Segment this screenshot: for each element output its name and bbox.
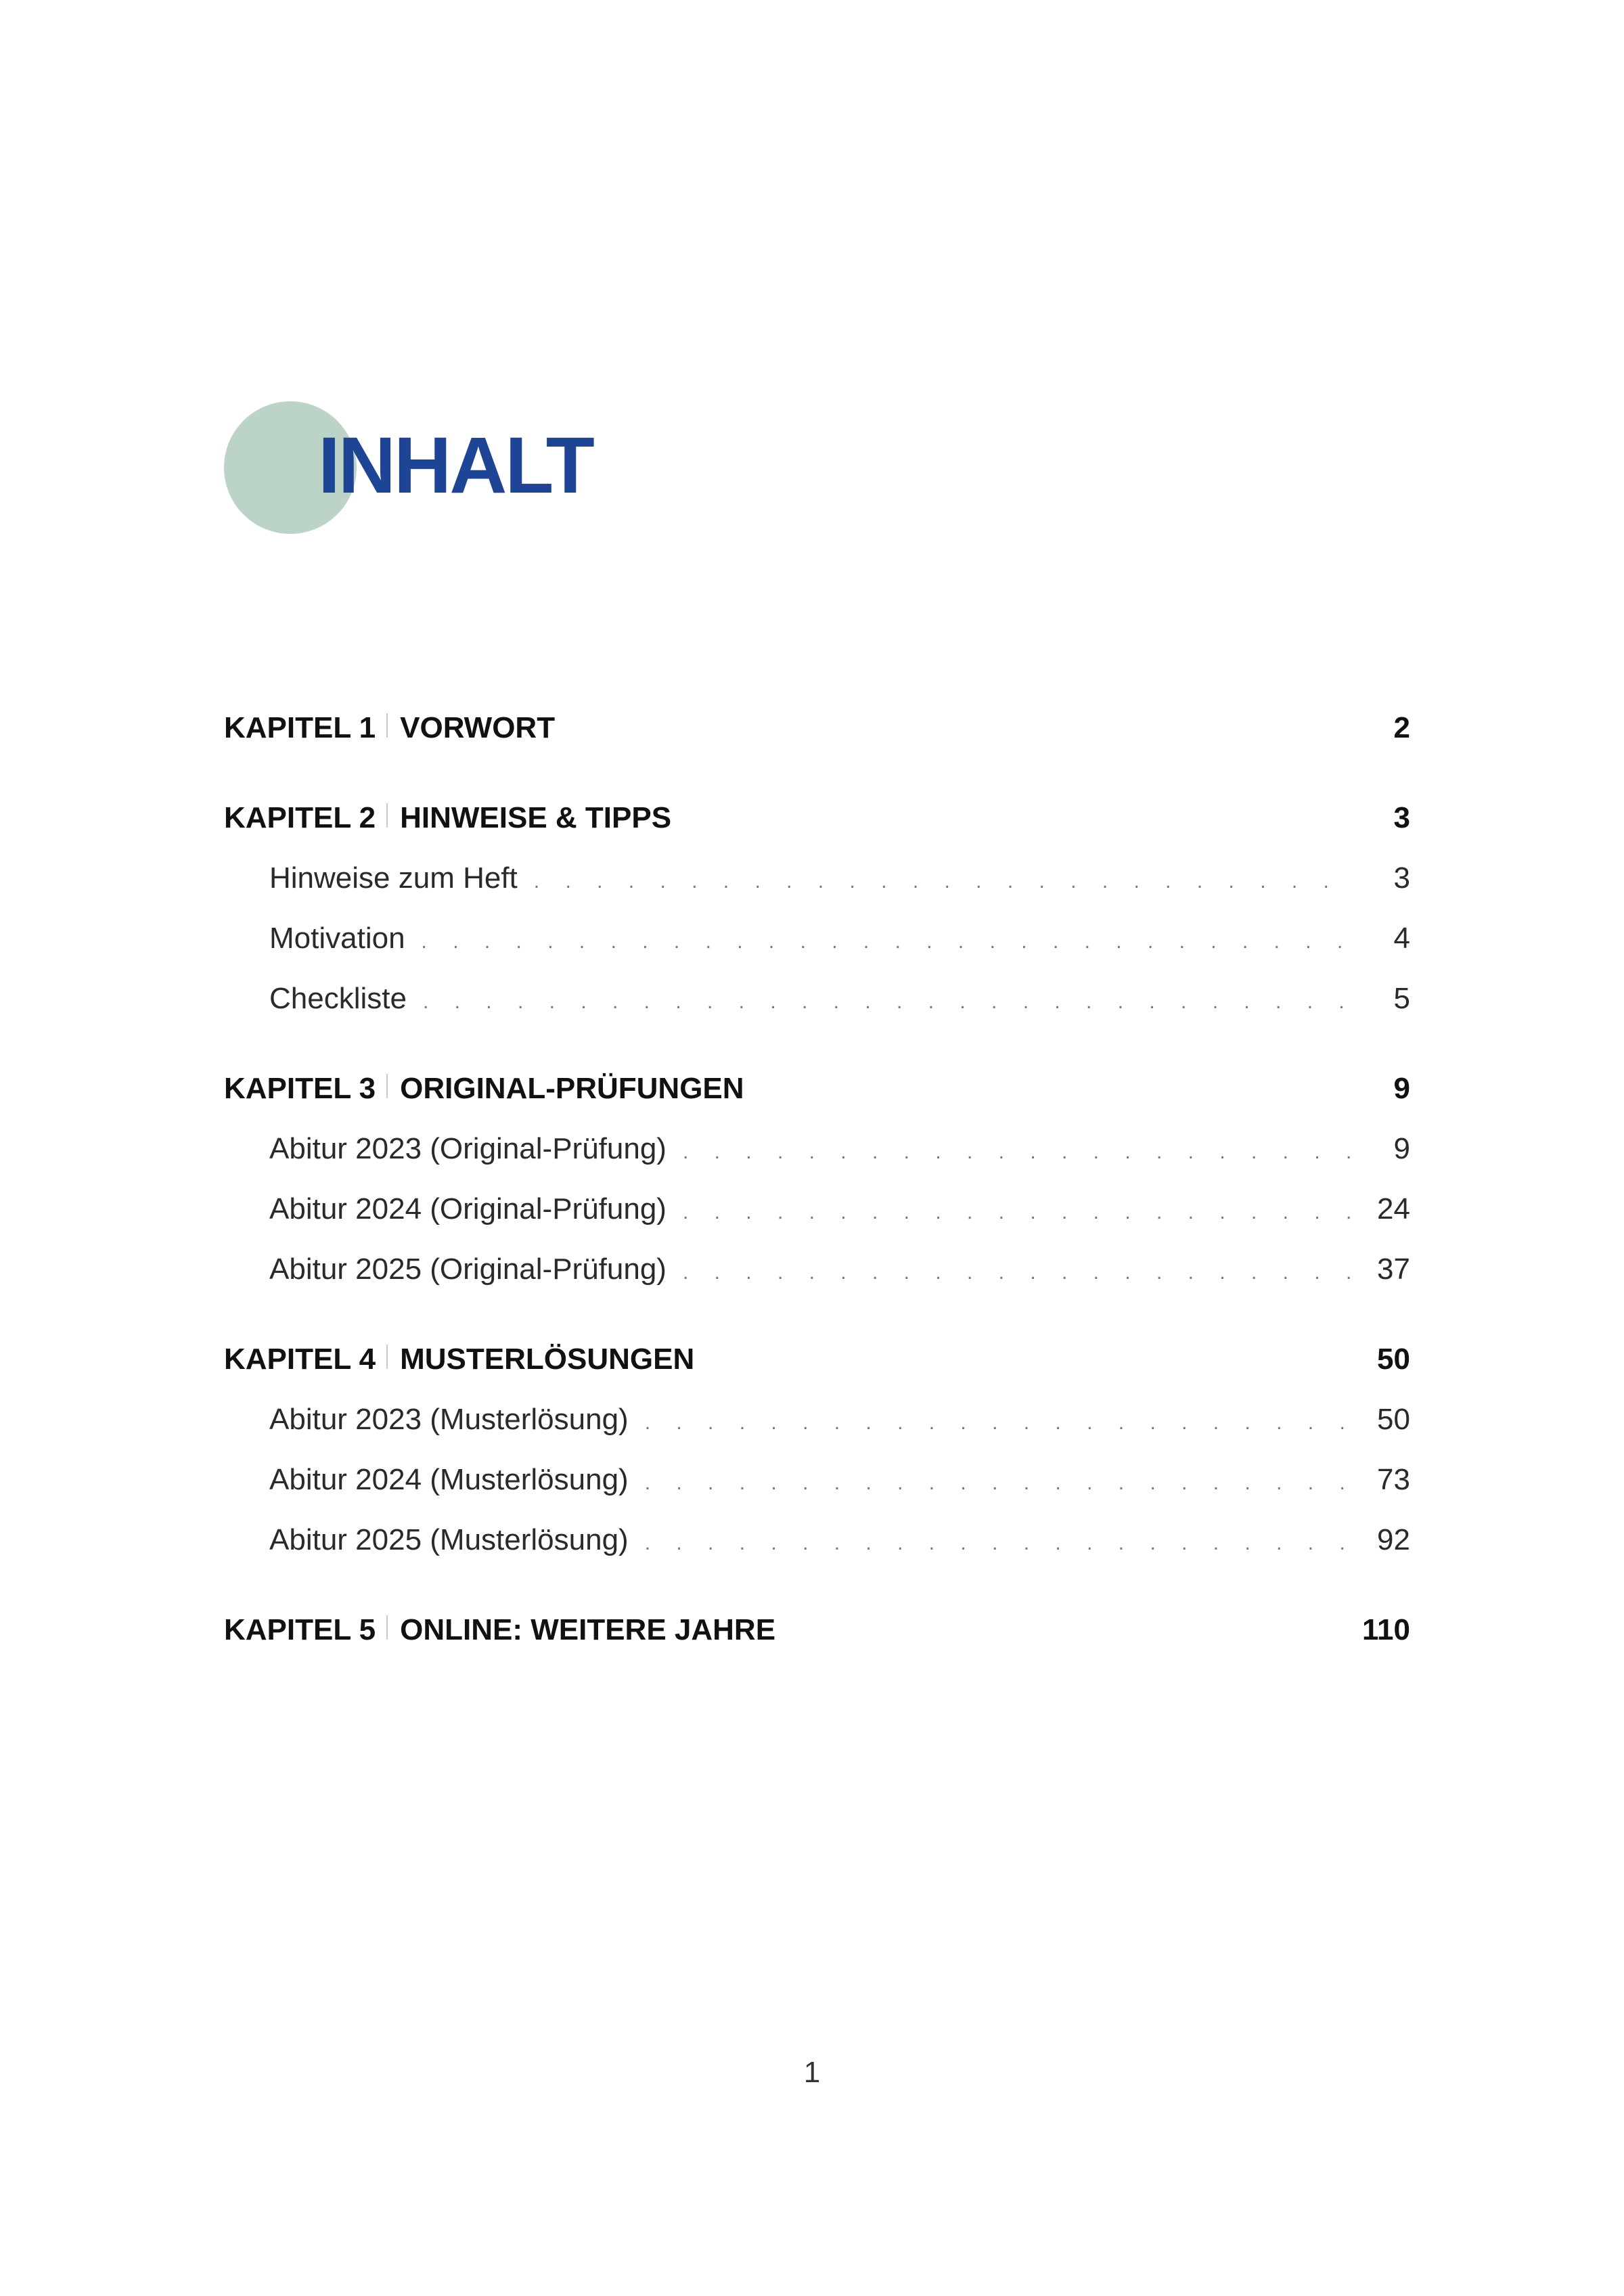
chapter-title: HINWEISE & TIPPS [400, 801, 672, 834]
chapter-page-number: 2 [1393, 711, 1410, 744]
chapter-title: ORIGINAL-PRÜFUNGEN [400, 1072, 744, 1105]
chapter-separator [386, 1615, 388, 1640]
chapter-number-label: KAPITEL 4 [224, 1343, 376, 1376]
dot-leader [423, 972, 1352, 1032]
toc-entry[interactable] [224, 848, 1410, 908]
toc-entry-label: Abitur 2024 (Original-Prüfung) [269, 1192, 667, 1225]
toc-chapter [224, 1600, 1410, 1660]
chapter-number-label: KAPITEL 3 [224, 1072, 376, 1105]
toc-entry[interactable] [224, 1449, 1410, 1510]
table-of-contents [224, 698, 1410, 1690]
dot-leader [683, 1182, 1352, 1242]
toc-entry-page-number: 73 [1377, 1463, 1410, 1496]
chapter-separator [386, 1074, 388, 1098]
chapter-separator [386, 803, 388, 828]
toc-entry[interactable] [224, 1179, 1410, 1239]
toc-entry-page-number: 37 [1377, 1253, 1410, 1286]
toc-chapter-row[interactable] [224, 788, 1410, 848]
chapter-number-label: KAPITEL 5 [224, 1613, 376, 1646]
toc-entry-label: Abitur 2023 (Musterlösung) [269, 1403, 629, 1436]
toc-entry-page-number: 50 [1377, 1403, 1410, 1436]
toc-entry-page-number: 24 [1377, 1192, 1410, 1225]
dot-leader [422, 911, 1352, 972]
dot-leader [683, 1122, 1352, 1182]
toc-chapter-row[interactable] [224, 1058, 1410, 1119]
toc-chapter-row[interactable] [224, 1329, 1410, 1389]
chapter-page-number: 110 [1362, 1613, 1410, 1646]
chapter-title: ONLINE: WEITERE JAHRE [400, 1613, 776, 1646]
toc-entry-page-number: 4 [1393, 922, 1410, 955]
toc-entry-label: Abitur 2023 (Original-Prüfung) [269, 1132, 667, 1165]
toc-entry-page-number: 5 [1393, 982, 1410, 1015]
toc-entry[interactable] [224, 1389, 1410, 1449]
toc-entry-label: Abitur 2025 (Musterlösung) [269, 1523, 629, 1556]
toc-entry-page-number: 9 [1393, 1132, 1410, 1165]
toc-entry[interactable] [224, 1119, 1410, 1179]
chapter-number-label: KAPITEL 2 [224, 801, 376, 834]
chapter-page-number: 50 [1377, 1343, 1410, 1376]
toc-entry-label: Motivation [269, 922, 405, 955]
chapter-title: MUSTERLÖSUNGEN [400, 1343, 695, 1376]
toc-entry[interactable] [224, 908, 1410, 968]
toc-entry-page-number: 3 [1393, 861, 1410, 895]
dot-leader [645, 1453, 1352, 1513]
toc-entry-label: Checkliste [269, 982, 407, 1015]
dot-leader [645, 1393, 1352, 1453]
toc-entry-label: Hinweise zum Heft [269, 861, 518, 895]
dot-leader [645, 1513, 1352, 1573]
toc-chapter [224, 698, 1410, 758]
page-number: 1 [803, 2056, 821, 2089]
toc-chapter-row[interactable] [224, 1600, 1410, 1660]
toc-entry-label: Abitur 2024 (Musterlösung) [269, 1463, 629, 1496]
chapter-page-number: 3 [1393, 801, 1410, 834]
toc-entry[interactable] [224, 1510, 1410, 1570]
chapter-separator [386, 1345, 388, 1369]
chapter-title: VORWORT [400, 711, 556, 744]
chapter-page-number: 9 [1393, 1072, 1410, 1105]
chapter-separator [386, 713, 388, 738]
dot-leader [534, 851, 1352, 911]
toc-entry[interactable] [224, 968, 1410, 1029]
chapter-number-label: KAPITEL 1 [224, 711, 376, 744]
toc-chapter [224, 1329, 1410, 1570]
toc-chapter [224, 788, 1410, 1029]
toc-entry-page-number: 92 [1377, 1523, 1410, 1556]
toc-entry-label: Abitur 2025 (Original-Prüfung) [269, 1253, 667, 1286]
toc-entry[interactable] [224, 1239, 1410, 1299]
page-title: INHALT [318, 421, 593, 510]
toc-chapter [224, 1058, 1410, 1299]
toc-chapter-row[interactable] [224, 698, 1410, 758]
dot-leader [683, 1242, 1352, 1303]
